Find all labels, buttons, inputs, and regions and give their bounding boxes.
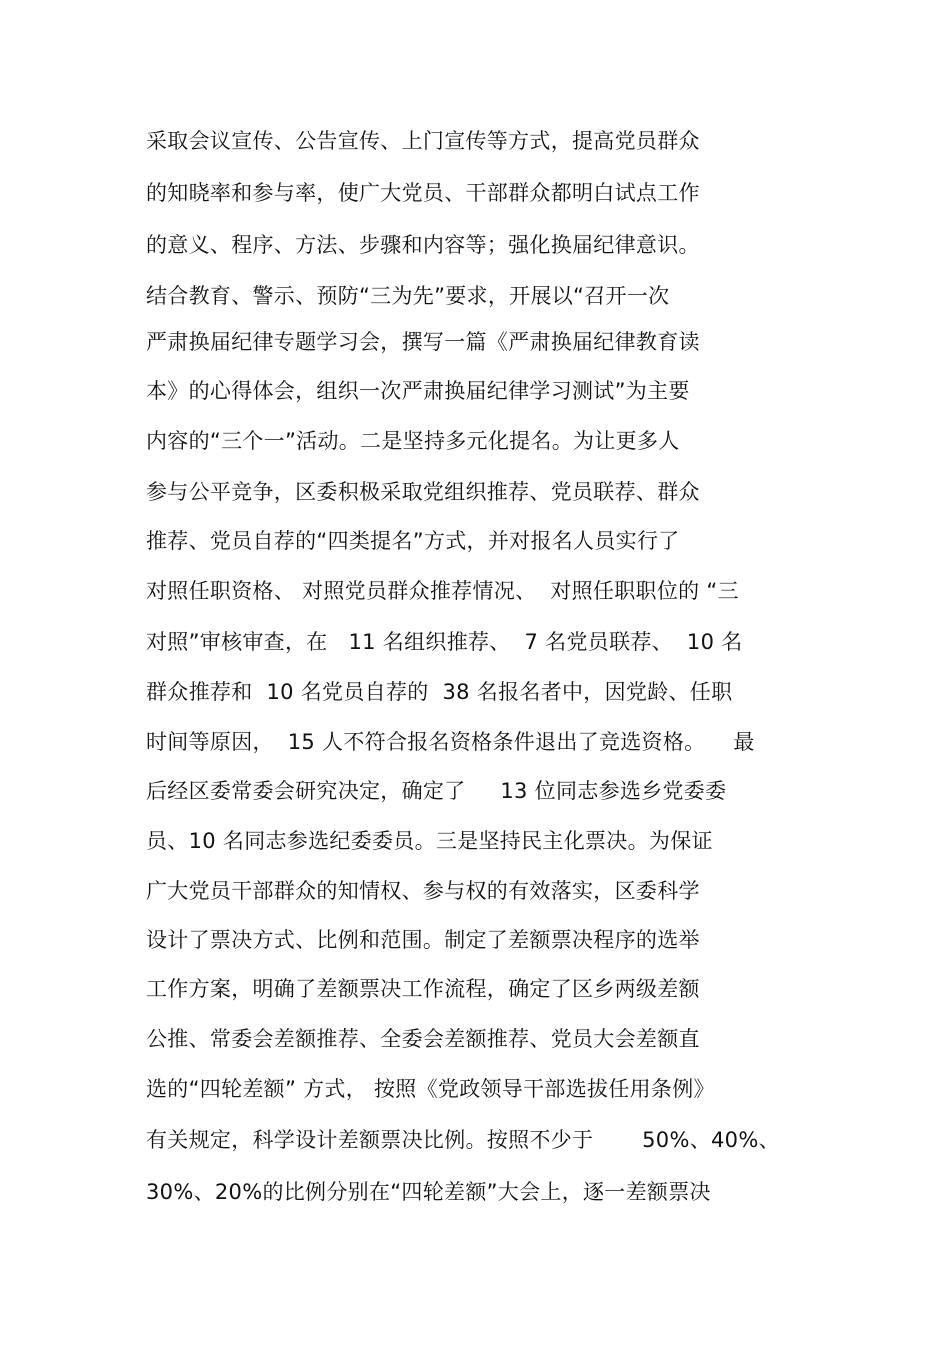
text-line: 后经区委常委会研究决定，确定了 13 位同志参选乡党委委 xyxy=(146,779,727,803)
text-line: 对照任职资格、 对照党员群众推荐情况、 对照任职职位的 “三 xyxy=(146,579,739,603)
text-line: 结合教育、警示、预防“三为先”要求，开展以“召开一次 xyxy=(146,284,670,308)
text-line: 设计了票决方式、比例和范围。制定了差额票决程序的选举 xyxy=(146,928,700,952)
text-line: 员、10 名同志参选纪委委员。三是坚持民主化票决。为保证 xyxy=(146,829,713,853)
text-line: 内容的“三个一”活动。二是坚持多元化提名。为让更多人 xyxy=(146,429,680,453)
text-line: 30%、20%的比例分别在“四轮差额”大会上，逐一差额票决 xyxy=(146,1180,711,1204)
text-line: 选的“四轮差额” 方式， 按照《党政领导干部选拔任用条例》 xyxy=(146,1077,715,1101)
text-line: 时间等原因， 15 人不符合报名资格条件退出了竞选资格。 最 xyxy=(146,730,755,754)
text-line: 广大党员干部群众的知情权、参与权的有效落实，区委科学 xyxy=(146,879,700,903)
text-line: 参与公平竞争，区委积极采取党组织推荐、党员联荐、群众 xyxy=(146,480,700,504)
text-line: 对照”审核审查，在 11 名组织推荐、 7 名党员联荐、 10 名 xyxy=(146,630,743,654)
text-line: 公推、常委会差额推荐、全委会差额推荐、党员大会差额直 xyxy=(146,1027,700,1051)
text-line: 推荐、党员自荐的“四类提名”方式，并对报名人员实行了 xyxy=(146,529,680,553)
text-line: 的意义、程序、方法、步骤和内容等；强化换届纪律意识。 xyxy=(146,233,700,257)
text-line: 本》的心得体会，组织一次严肃换届纪律学习测试”为主要 xyxy=(146,379,690,403)
text-line: 群众推荐和 10 名党员自荐的 38 名报名者中，因党龄、任职 xyxy=(146,680,733,704)
text-line: 有关规定，科学设计差额票决比例。按照不少于 50%、40%、 xyxy=(146,1128,780,1152)
text-line: 严肃换届纪律专题学习会，撰写一篇《严肃换届纪律教育读 xyxy=(146,330,700,354)
text-line: 的知晓率和参与率，使广大党员、干部群众都明白试点工作 xyxy=(146,181,700,205)
text-line: 工作方案，明确了差额票决工作流程，确定了区乡两级差额 xyxy=(146,977,700,1001)
text-line: 采取会议宣传、公告宣传、上门宣传等方式，提高党员群众 xyxy=(146,129,700,153)
